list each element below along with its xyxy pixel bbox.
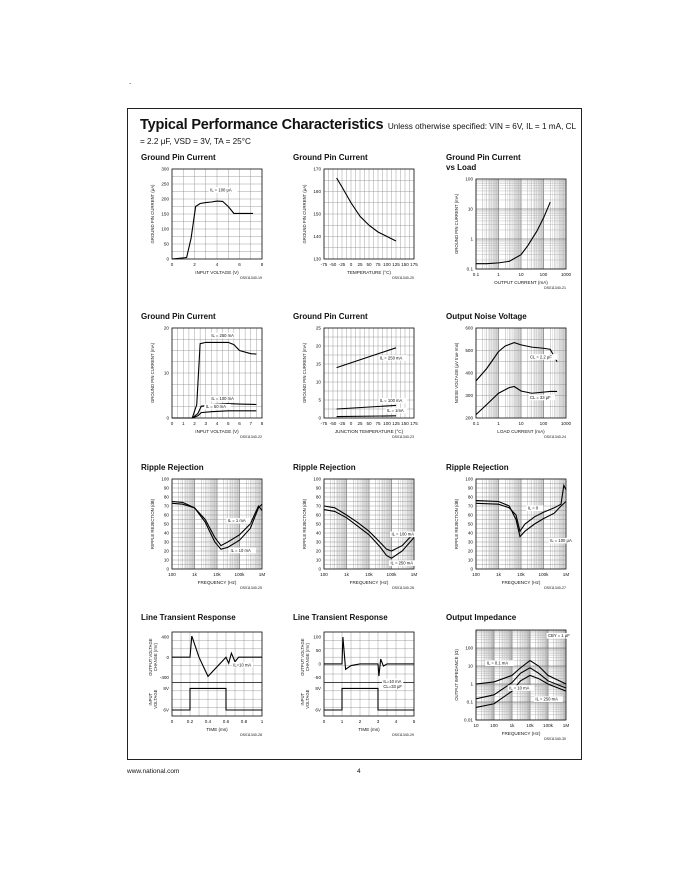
x-tick-label: 8 xyxy=(260,262,264,267)
series-line xyxy=(172,411,256,418)
x-tick-label: -25 xyxy=(338,262,346,267)
x-tick-label: 1k xyxy=(509,723,515,728)
x-tick-label: 1000 xyxy=(560,272,572,277)
x-tick-label: 0 xyxy=(170,262,174,267)
x-axis-label: TIME (ms) xyxy=(206,727,228,732)
chart-title-c10 xyxy=(141,613,236,623)
y-tick-label: 250 xyxy=(161,181,169,187)
x-axis-label: JUNCTION TEMPERATURE (°C) xyxy=(334,429,404,434)
series-annotation: IL = 250 mA xyxy=(390,560,414,566)
y-tick-label: 10 xyxy=(315,557,321,563)
chart-title-line: Ripple Rejection xyxy=(293,463,356,472)
y-tick-label: 70 xyxy=(163,503,169,509)
y-tick-label: 80 xyxy=(163,494,169,500)
x-tick-label: 175 xyxy=(410,262,418,267)
y-tick-label: 160 xyxy=(313,189,321,195)
x-tick-label: 50 xyxy=(366,421,372,426)
x-axis-label: FREQUENCY (Hz) xyxy=(197,580,237,585)
x-tick-label: -75 xyxy=(320,421,328,426)
x-tick-label: 1k xyxy=(344,572,349,577)
y-axis-label: GROUND PIN CURRENT (μA) xyxy=(150,184,155,244)
section-conditions: Unless otherwise specified: VIN = 6V, IL = 1 mA, CL = 2.2 μF, VSD = 3V, TA = 25°C xyxy=(140,122,576,146)
chart-c7 xyxy=(140,473,275,601)
plot-area xyxy=(476,630,566,720)
x-tick-label: 10 xyxy=(473,723,479,728)
x-tick-label: 1 xyxy=(340,719,344,724)
x-axis-label: INPUT VOLTAGE (V) xyxy=(195,429,239,434)
y-tick-label: 600 xyxy=(465,325,473,331)
y-tick-label: 30 xyxy=(467,539,473,545)
y-tick-label: 30 xyxy=(315,539,321,545)
plot-area xyxy=(324,632,414,716)
y-axis-label: GROUND PIN CURRENT (mA) xyxy=(150,342,155,404)
y-tick-label: 0 xyxy=(318,566,321,572)
x-tick-label: 100k xyxy=(234,572,245,577)
y-tick-label: 0.1 xyxy=(466,266,473,272)
y-tick-label: 20 xyxy=(163,548,169,554)
y-tick-label: 100 xyxy=(161,476,169,482)
chart-c6 xyxy=(444,322,579,447)
y2-tick-label: 8V xyxy=(163,686,169,691)
x-tick-label: 175 xyxy=(410,421,418,426)
y-tick-label: 50 xyxy=(315,521,321,527)
y-tick-label: 100 xyxy=(465,176,473,182)
series-annotation: IL = 100 mA xyxy=(211,396,234,401)
y2-axis-label-2: VOLTAGE xyxy=(153,689,158,709)
x-tick-label: 100 xyxy=(320,572,328,577)
plot-area xyxy=(172,169,262,259)
plot-area xyxy=(324,169,414,259)
chart-c5 xyxy=(292,322,427,447)
x-tick-label: 0 xyxy=(349,421,353,426)
x-tick-label: -25 xyxy=(338,421,346,426)
chart-title-line: Output Impedance xyxy=(446,613,517,622)
y-tick-label: 500 xyxy=(465,348,473,354)
x-tick-label: 1 xyxy=(497,272,500,277)
chart-c3 xyxy=(444,173,579,298)
x-axis-label: FREQUENCY (Hz) xyxy=(501,731,541,736)
y-tick-label: 10 xyxy=(467,206,473,212)
y-tick-label: -400 xyxy=(159,675,169,680)
x-tick-label: 100 xyxy=(472,572,480,577)
y-tick-label: 90 xyxy=(315,485,321,491)
chart-title-line: Ripple Rejection xyxy=(446,463,509,472)
chart-title-line: Line Transient Response xyxy=(141,613,236,622)
x-tick-label: 100 xyxy=(539,272,548,277)
y2-axis-label: INPUT xyxy=(300,692,305,706)
y-tick-label: 25 xyxy=(315,325,321,331)
y-axis-label: RIPPLE REJECTION (dB) xyxy=(302,498,307,550)
figure-code: DS011340-30 xyxy=(544,737,566,741)
y2-tick-label: 6V xyxy=(163,707,169,713)
x-axis-label: INPUT VOLTAGE (V) xyxy=(195,270,239,275)
y-tick-label: 60 xyxy=(163,512,169,518)
series-annotation: IL = 100 μA xyxy=(550,538,572,543)
chart-title-c1 xyxy=(141,153,216,163)
chart-title-line: Ground Pin Current xyxy=(141,312,216,321)
y-tick-label: 90 xyxy=(163,485,169,491)
x-tick-label: 100 xyxy=(539,421,548,426)
plot-area xyxy=(172,632,262,716)
y-tick-label: 70 xyxy=(315,503,321,509)
x-tick-label: 10k xyxy=(526,723,534,728)
x-tick-label: 100 xyxy=(490,723,498,728)
figure-code: DS011340-20 xyxy=(392,276,414,280)
x-tick-label: 10 xyxy=(518,421,524,426)
series-annotation: IL = 250 mA xyxy=(211,333,234,338)
chart-title-c12 xyxy=(446,613,516,623)
x-tick-label: 100 xyxy=(383,421,391,426)
y-tick-label: 0 xyxy=(166,566,169,572)
x-tick-label: 0.2 xyxy=(186,719,194,724)
y-tick-label: 20 xyxy=(163,325,169,331)
y-tick-label: 100 xyxy=(313,476,321,482)
figure-code: DS011340-25 xyxy=(240,586,262,590)
y2-axis-label: INPUT xyxy=(148,692,153,706)
y-tick-label: 10 xyxy=(467,663,473,669)
y-tick-label: 130 xyxy=(313,256,321,262)
x-tick-label: 0 xyxy=(170,719,174,724)
x-tick-label: 150 xyxy=(401,421,409,426)
x-tick-label: 4 xyxy=(215,421,219,426)
figure-code: DS011340-27 xyxy=(544,586,566,590)
y-tick-label: 170 xyxy=(313,166,321,172)
x-tick-label: 1M xyxy=(410,572,418,577)
x-tick-label: 1 xyxy=(260,719,264,724)
x-tick-label: 0.1 xyxy=(472,272,480,277)
footer-website: www.national.com xyxy=(127,768,180,775)
x-tick-label: 10k xyxy=(213,572,221,577)
chart-c1 xyxy=(140,163,275,288)
x-axis-label: TIME (ms) xyxy=(358,727,380,732)
x-tick-label: 10k xyxy=(365,572,373,577)
x-tick-label: 1 xyxy=(497,421,500,426)
chart-title-c2 xyxy=(293,153,368,163)
y-axis-label: OUTPUT IMPEDANCE (Ω) xyxy=(454,649,459,701)
y-tick-label: 140 xyxy=(313,234,321,240)
series-annotation: IL = 250 mA xyxy=(379,355,403,361)
y-tick-label: 60 xyxy=(467,512,473,518)
x-tick-label: 100k xyxy=(543,723,553,728)
y-tick-label: -50 xyxy=(314,675,321,680)
series-annotation: IL = 100 μA xyxy=(210,187,232,193)
x-tick-label: 5 xyxy=(412,719,416,724)
x-tick-label: 50 xyxy=(366,262,372,267)
chart-title-line: Ripple Rejection xyxy=(141,463,204,472)
series-annotation: IL = 10 mA xyxy=(509,685,530,691)
x-tick-label: 4 xyxy=(394,719,398,724)
x-tick-label: 100 xyxy=(383,262,391,267)
series-annotation: CL = 2.2 μF xyxy=(529,354,552,360)
y-tick-label: 150 xyxy=(313,211,321,217)
y-axis-label: GROUND PIN CURRENT (mA) xyxy=(302,342,307,404)
y-tick-label: 50 xyxy=(315,648,321,654)
chart-title-c6 xyxy=(446,312,527,322)
plot-area xyxy=(476,179,566,269)
chart-title-line: Ground Pin Current xyxy=(141,153,216,162)
chart-title-c8 xyxy=(293,463,356,473)
chart-title-line: vs Load xyxy=(446,163,477,172)
section-header xyxy=(140,118,578,148)
plot-area xyxy=(476,479,566,569)
x-axis-label: LOAD CURRENT (mA) xyxy=(497,429,545,434)
y2-tick-label: 6V xyxy=(315,707,321,713)
x-tick-label: 2 xyxy=(193,262,196,267)
chart-title-line: Output Noise Voltage xyxy=(446,312,527,321)
y-tick-label: 40 xyxy=(163,530,169,536)
y-axis-label: RIPPLE REJECTION (dB) xyxy=(454,498,459,550)
chart-c11 xyxy=(292,624,427,750)
plot-border xyxy=(476,630,566,720)
y2-tick-label: 8V xyxy=(315,686,321,691)
y-tick-label: 1 xyxy=(470,236,473,242)
figure-code: DS011340-24 xyxy=(544,435,566,439)
y-tick-label: 50 xyxy=(163,241,169,247)
x-tick-label: 2 xyxy=(193,421,196,426)
series-annotation: CL = 33 μF xyxy=(529,394,551,400)
chart-c2 xyxy=(292,163,427,288)
y-tick-label: 200 xyxy=(161,196,169,202)
y-tick-label: 0 xyxy=(318,661,321,667)
x-tick-label: -50 xyxy=(329,421,337,426)
y2-axis-label-2: VOLTAGE xyxy=(305,689,310,709)
x-tick-label: 150 xyxy=(401,262,409,267)
figure-code: DS011340-29 xyxy=(392,733,414,737)
chart-c4 xyxy=(140,322,275,447)
figure-code: DS011340-22 xyxy=(240,435,262,439)
y-tick-label: 70 xyxy=(467,503,473,509)
series-annotation: CL=33 μF xyxy=(383,684,402,690)
series-annotation: IL = 100 mA xyxy=(391,531,415,537)
y-tick-label: 50 xyxy=(163,521,169,527)
x-tick-label: 0.4 xyxy=(204,719,212,724)
y-tick-label: 1 xyxy=(470,681,473,687)
series-line xyxy=(172,201,253,259)
y-axis-label: NOISE VOLTAGE (μV true rms) xyxy=(454,342,459,404)
x-tick-label: 1000 xyxy=(560,421,572,426)
x-tick-label: 100k xyxy=(386,572,397,577)
y-tick-label: 90 xyxy=(467,485,473,491)
y-tick-label: 0 xyxy=(470,566,473,572)
y-tick-label: 0 xyxy=(318,415,321,421)
y-tick-label: 50 xyxy=(467,521,473,527)
plot-area xyxy=(476,328,566,418)
series-line xyxy=(476,675,566,707)
y-axis-label: GROUND PIN CURRENT (μA) xyxy=(302,184,307,244)
y-tick-label: 10 xyxy=(163,557,169,563)
footer-page-number: 4 xyxy=(357,768,361,775)
y-axis-label-2: CHANGE (mV) xyxy=(305,643,310,672)
x-tick-label: 0 xyxy=(170,421,174,426)
series-annotation: CBY = 1 μF xyxy=(548,633,570,639)
y-tick-label: 0.1 xyxy=(466,699,473,705)
x-tick-label: 100k xyxy=(538,572,549,577)
x-tick-label: 1 xyxy=(181,421,185,426)
y-tick-label: 200 xyxy=(465,415,473,421)
x-tick-label: 1k xyxy=(192,572,197,577)
x-tick-label: 25 xyxy=(357,262,363,267)
chart-title-line: Ground Pin Current xyxy=(446,153,521,162)
x-tick-label: 7 xyxy=(249,421,253,426)
x-tick-label: 2 xyxy=(358,719,362,724)
x-tick-label: 5 xyxy=(226,421,230,426)
y-tick-label: 40 xyxy=(315,530,321,536)
chart-title-line: Ground Pin Current xyxy=(293,312,368,321)
x-tick-label: 100 xyxy=(168,572,176,577)
x-tick-label: 0 xyxy=(349,262,353,267)
x-tick-label: 6 xyxy=(238,262,241,267)
x-tick-label: 75 xyxy=(375,262,381,267)
y-tick-label: 80 xyxy=(467,494,473,500)
y-tick-label: 20 xyxy=(315,343,321,349)
x-axis-label: OUTPUT CURRENT (mA) xyxy=(494,280,548,285)
chart-title-c4 xyxy=(141,312,216,322)
page-mark: . xyxy=(129,77,132,86)
x-tick-label: 75 xyxy=(375,421,381,426)
y-axis-label: RIPPLE REJECTION (dB) xyxy=(150,498,155,550)
y-tick-label: 10 xyxy=(467,557,473,563)
y-axis-label-2: CHANGE (mV) xyxy=(153,643,158,672)
plot-area xyxy=(324,328,414,418)
series-annotation: IL = 1mA xyxy=(387,407,404,413)
y-tick-label: 150 xyxy=(161,211,169,217)
x-tick-label: 10 xyxy=(518,272,524,277)
y-tick-label: 400 xyxy=(161,634,169,640)
chart-c12 xyxy=(444,624,579,750)
y-tick-label: 30 xyxy=(163,539,169,545)
series-annotation: IL=10 mA xyxy=(383,678,402,684)
section-title: Typical Performance Characteristics xyxy=(140,117,384,133)
x-tick-label: 0.1 xyxy=(472,421,480,426)
chart-title-c9 xyxy=(446,463,509,473)
series-annotation: IL = 100 mA xyxy=(379,398,403,404)
x-tick-label: 125 xyxy=(392,421,400,426)
y-tick-label: 10 xyxy=(163,370,169,376)
series-line xyxy=(476,668,566,699)
chart-c8 xyxy=(292,473,427,601)
y-tick-label: 5 xyxy=(318,397,321,403)
chart-title-c5 xyxy=(293,312,368,322)
y-tick-label: 400 xyxy=(465,370,473,376)
x-axis-label: FREQUENCY (Hz) xyxy=(349,580,389,585)
chart-c10 xyxy=(140,624,275,750)
y-tick-label: 0 xyxy=(166,654,169,660)
x-tick-label: 8 xyxy=(260,421,264,426)
x-tick-label: -75 xyxy=(320,262,328,267)
y-tick-label: 0 xyxy=(166,415,169,421)
x-axis-label: FREQUENCY (Hz) xyxy=(501,580,541,585)
series-annotation: IL = 50 mA xyxy=(205,404,226,410)
x-tick-label: 25 xyxy=(357,421,363,426)
y-tick-label: 80 xyxy=(315,494,321,500)
chart-title-c7 xyxy=(141,463,204,473)
x-tick-label: -50 xyxy=(329,262,337,267)
x-tick-label: 1k xyxy=(496,572,501,577)
y-tick-label: 20 xyxy=(315,548,321,554)
y-tick-label: 300 xyxy=(161,166,169,172)
chart-title-line: Ground Pin Current xyxy=(293,153,368,162)
x-tick-label: 1M xyxy=(562,572,570,577)
plot-area xyxy=(172,479,262,569)
x-tick-label: 6 xyxy=(238,421,241,426)
chart-c9 xyxy=(444,473,579,601)
y-tick-label: 300 xyxy=(465,393,473,399)
series-annotation: IL=10 mA xyxy=(233,662,252,668)
y-tick-label: 15 xyxy=(315,361,321,367)
y-tick-label: 100 xyxy=(313,634,321,640)
series-annotation: IL = 0 xyxy=(527,505,539,511)
figure-code: DS011340-28 xyxy=(240,733,262,737)
y-axis-label: GROUND PIN CURRENT (mA) xyxy=(454,193,459,255)
x-tick-label: 0.8 xyxy=(240,719,248,724)
x-tick-label: 1M xyxy=(258,572,266,577)
y-tick-label: 40 xyxy=(467,530,473,536)
x-tick-label: 1M xyxy=(562,723,570,728)
y-tick-label: 100 xyxy=(161,226,169,232)
figure-code: DS011340-19 xyxy=(240,276,262,280)
x-tick-label: 0.6 xyxy=(222,719,230,724)
y-tick-label: 10 xyxy=(315,379,321,385)
series-annotation: IL = 10 mA xyxy=(230,547,251,553)
y-tick-label: 0.01 xyxy=(464,717,473,723)
x-tick-label: 4 xyxy=(215,262,219,267)
chart-title-c3 xyxy=(446,153,521,173)
series-annotation: IL = 250 mA xyxy=(535,696,558,702)
y-tick-label: 100 xyxy=(465,645,473,651)
x-tick-label: 3 xyxy=(204,421,208,426)
chart-title-line: Line Transient Response xyxy=(293,613,388,622)
series-line xyxy=(337,416,396,417)
x-tick-label: 125 xyxy=(392,262,400,267)
figure-code: DS011340-21 xyxy=(544,286,566,290)
series-annotation: IL = 0.1 mA xyxy=(486,660,509,666)
figure-code: DS011340-26 xyxy=(392,586,414,590)
y-tick-label: 100 xyxy=(465,476,473,482)
chart-title-c11 xyxy=(293,613,388,623)
series-annotation: IL = 1 mA xyxy=(227,518,246,524)
plot-area xyxy=(324,479,414,569)
x-axis-label: TEMPERATURE (°C) xyxy=(347,270,391,275)
x-tick-label: 3 xyxy=(376,719,380,724)
y-tick-label: 20 xyxy=(467,548,473,554)
x-tick-label: 10k xyxy=(517,572,525,577)
y-axis-label: OUTPUT VOLTAGE xyxy=(148,638,153,676)
y-tick-label: 0 xyxy=(166,256,169,262)
y-axis-label: OUTPUT VOLTAGE xyxy=(300,638,305,676)
figure-code: DS011340-23 xyxy=(392,435,414,439)
x-tick-label: 0 xyxy=(322,719,326,724)
y-tick-label: 60 xyxy=(315,512,321,518)
